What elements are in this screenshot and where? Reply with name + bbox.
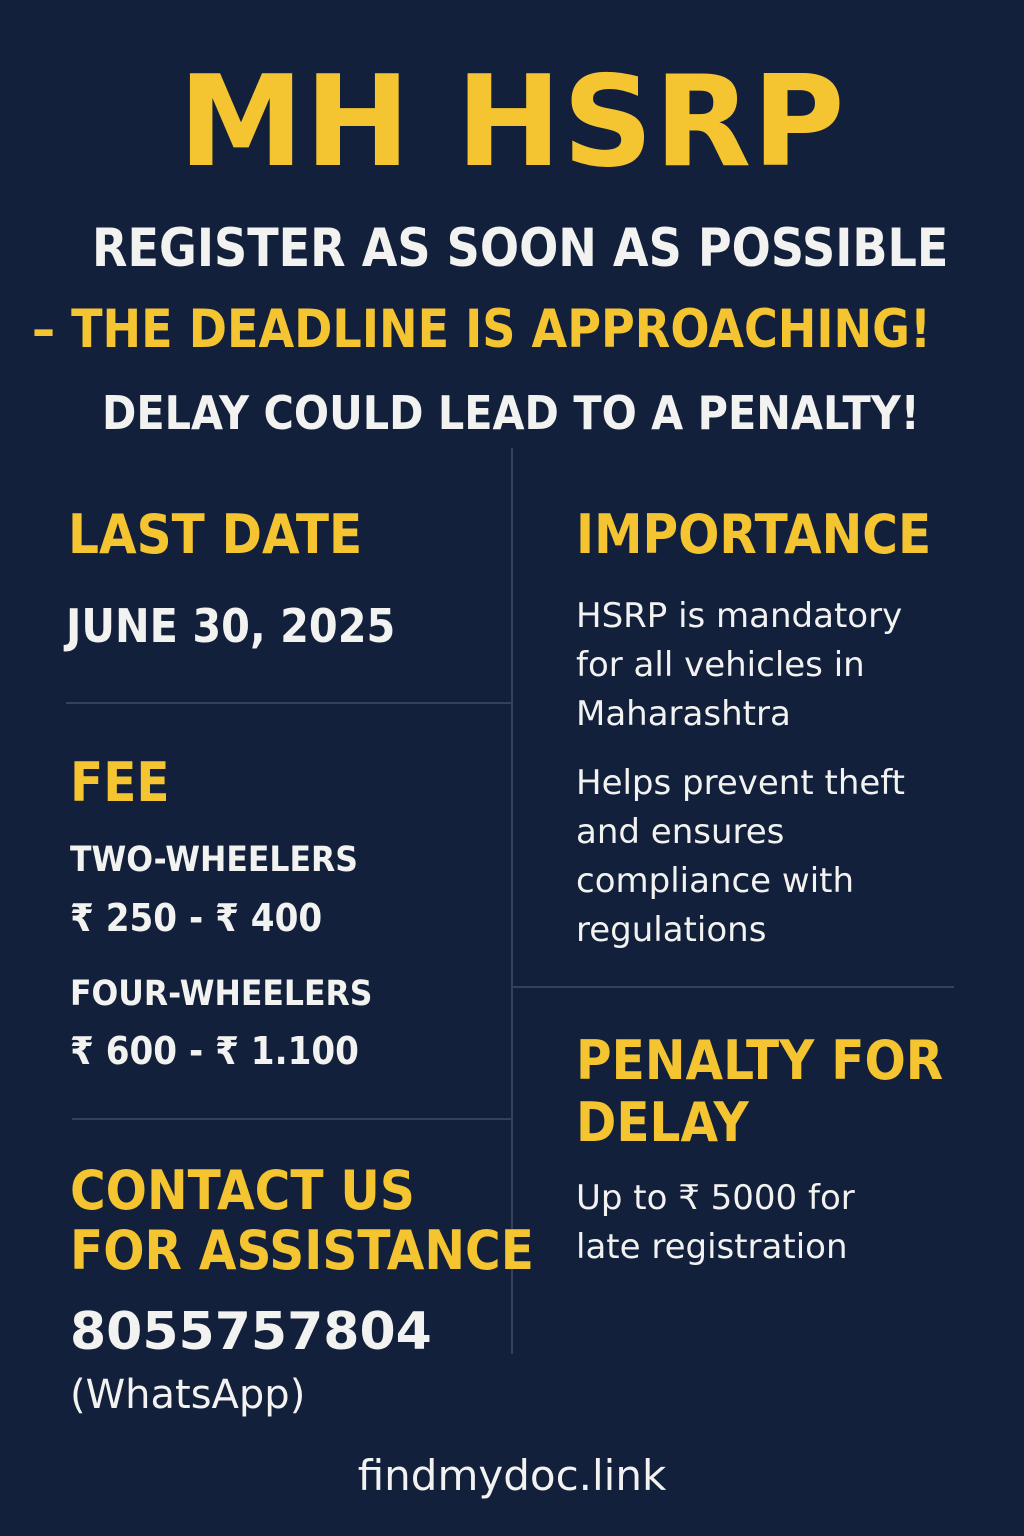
whatsapp-note: (WhatsApp) [70,1372,306,1418]
fee-heading: FEE [70,751,170,814]
penalty-amount-text: Up to ₹ 5000 for late registration [576,1178,855,1267]
last-date-heading: LAST DATE [68,503,363,566]
divider-last-date-fee [66,702,511,704]
contact-phone-number[interactable]: 8055757804 [70,1302,432,1362]
two-wheelers-label: TWO-WHEELERS [70,840,358,880]
four-wheelers-fee: ₹ 600 - ₹ 1.100 [70,1029,359,1073]
headline-deadline: – THE DEADLINE IS APPROACHING! [32,299,932,360]
page-title: MH HSRP [178,48,846,195]
last-date-value: JUNE 30, 2025 [66,599,396,653]
headline-register: REGISTER AS SOON AS POSSIBLE [92,218,949,279]
importance-point-mandatory: HSRP is mandatory for all vehicles in Maharashtra [576,596,903,734]
contact-heading-line1: CONTACT US [70,1159,415,1222]
website-link[interactable]: findmydoc.link [357,1451,667,1500]
headline-penalty-warning: DELAY COULD LEAD TO A PENALTY! [102,386,920,440]
four-wheelers-label: FOUR-WHEELERS [70,974,373,1014]
two-wheelers-fee: ₹ 250 - ₹ 400 [70,896,323,940]
penalty-heading-line1: PENALTY FOR [576,1029,944,1092]
penalty-heading-line2: DELAY [576,1091,749,1154]
divider-importance-penalty [513,986,954,988]
divider-fee-contact [72,1118,511,1120]
contact-heading-line2: FOR ASSISTANCE [70,1219,534,1282]
importance-point-theft: Helps prevent theft and ensures compliance with regulations [576,763,905,950]
importance-heading: IMPORTANCE [576,503,932,566]
